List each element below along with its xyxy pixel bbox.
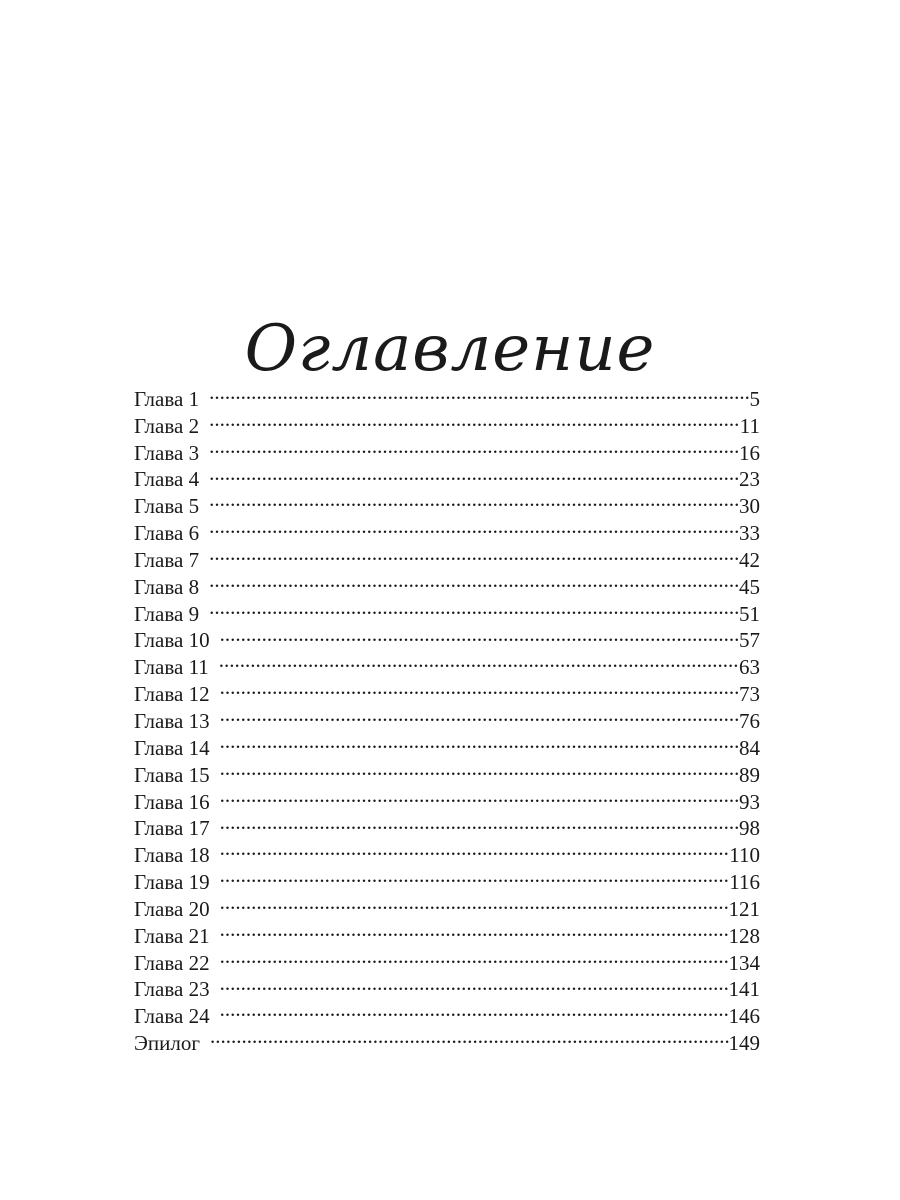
toc-entry-page: 33 <box>739 521 760 546</box>
toc-entry-page: 73 <box>739 682 760 707</box>
toc-entry[interactable] <box>134 916 760 948</box>
toc-entry-label: Глава 2 <box>134 413 200 438</box>
dot-leader <box>209 460 739 487</box>
dot-leader <box>220 621 739 648</box>
dot-leader <box>220 782 739 809</box>
toc-entry[interactable] <box>134 996 760 1029</box>
toc-entry-page: 5 <box>749 386 760 411</box>
toc-entry[interactable] <box>134 782 760 814</box>
toc-entry-page: 146 <box>728 1004 760 1029</box>
toc-entry-label: Глава 15 <box>134 762 210 787</box>
toc-entry[interactable] <box>134 728 760 760</box>
toc-entry-label: Глава 13 <box>134 708 210 733</box>
table-of-contents <box>134 379 760 1056</box>
toc-entry-label: Глава 22 <box>134 950 210 975</box>
toc-entry-label: Глава 10 <box>134 628 210 653</box>
toc-entry-page: 76 <box>739 708 760 733</box>
toc-entry-page: 11 <box>739 413 760 438</box>
dot-leader <box>220 943 729 970</box>
toc-entry-page: 84 <box>739 735 760 760</box>
dot-leader <box>220 889 729 916</box>
toc-entry-label: Глава 11 <box>134 655 209 680</box>
dot-leader <box>209 406 740 433</box>
toc-entry-label: Глава 21 <box>134 923 210 948</box>
toc-entry[interactable] <box>134 406 760 438</box>
toc-entry-page: 98 <box>739 816 760 841</box>
toc-entry[interactable] <box>134 486 760 519</box>
toc-entry-label: Глава 3 <box>134 440 200 465</box>
toc-entry-label: Глава 9 <box>134 601 200 626</box>
dot-leader <box>209 540 739 567</box>
toc-entry[interactable] <box>134 433 760 465</box>
toc-entry-label: Глава 4 <box>134 467 200 492</box>
dot-leader <box>220 728 739 755</box>
toc-entry-label: Глава 23 <box>134 977 210 1002</box>
dot-leader <box>220 701 739 728</box>
toc-entry[interactable] <box>134 862 760 895</box>
toc-entry[interactable] <box>134 674 760 707</box>
toc-entry-label: Глава 16 <box>134 789 210 814</box>
toc-entry-label: Глава 12 <box>134 682 210 707</box>
toc-entry[interactable] <box>134 540 760 572</box>
toc-entry[interactable] <box>134 1023 760 1056</box>
toc-entry-page: 51 <box>739 601 760 626</box>
dot-leader <box>210 1023 729 1050</box>
toc-entry-page: 116 <box>729 870 760 895</box>
toc-entry-page: 16 <box>739 440 760 465</box>
dot-leader <box>209 433 739 460</box>
toc-entry-page: 57 <box>739 628 760 653</box>
toc-entry[interactable] <box>134 970 760 1002</box>
toc-entry[interactable] <box>134 460 760 492</box>
toc-entry-page: 42 <box>739 547 760 572</box>
dot-leader <box>209 486 739 513</box>
toc-entry-label: Глава 20 <box>134 896 210 921</box>
dot-leader <box>209 567 739 594</box>
toc-entry[interactable] <box>134 809 760 841</box>
toc-entry-page: 134 <box>728 950 760 975</box>
toc-entry-label: Глава 14 <box>134 735 210 760</box>
toc-entry[interactable] <box>134 379 760 411</box>
toc-entry[interactable] <box>134 513 760 546</box>
dot-leader <box>220 755 739 782</box>
toc-entry-label: Глава 18 <box>134 843 210 868</box>
toc-entry-label: Глава 7 <box>134 547 200 572</box>
toc-entry-page: 30 <box>739 494 760 519</box>
page-title: Оглавление <box>244 311 656 386</box>
toc-entry[interactable] <box>134 647 760 680</box>
toc-entry-label: Глава 6 <box>134 521 200 546</box>
toc-entry[interactable] <box>134 755 760 787</box>
dot-leader <box>220 809 739 836</box>
toc-entry-label: Глава 24 <box>134 1004 210 1029</box>
toc-entry-label: Глава 17 <box>134 816 210 841</box>
toc-entry-page: 93 <box>739 789 760 814</box>
dot-leader <box>209 379 749 406</box>
toc-entry[interactable] <box>134 943 760 975</box>
toc-entry[interactable] <box>134 594 760 626</box>
toc-entry-label: Глава 1 <box>134 386 200 411</box>
dot-leader <box>220 916 729 943</box>
toc-entry-label: Глава 5 <box>134 494 200 519</box>
dot-leader <box>209 594 739 621</box>
toc-entry[interactable] <box>134 701 760 733</box>
toc-entry-page: 141 <box>728 977 760 1002</box>
toc-entry-page: 121 <box>728 896 760 921</box>
toc-entry-page: 89 <box>739 762 760 787</box>
dot-leader <box>220 674 739 701</box>
toc-entry[interactable] <box>134 889 760 921</box>
toc-entry-label: Эпилог <box>134 1031 200 1056</box>
dot-leader <box>220 835 730 862</box>
toc-entry[interactable] <box>134 621 760 653</box>
toc-entry[interactable] <box>134 567 760 599</box>
dot-leader <box>209 513 739 540</box>
toc-entry-page: 63 <box>739 655 760 680</box>
dot-leader <box>220 996 729 1023</box>
dot-leader <box>220 970 729 997</box>
toc-entry-page: 128 <box>728 923 760 948</box>
toc-entry[interactable] <box>134 835 760 868</box>
toc-entry-label: Глава 19 <box>134 870 210 895</box>
toc-entry-label: Глава 8 <box>134 574 200 599</box>
toc-entry-page: 45 <box>739 574 760 599</box>
dot-leader <box>220 862 730 889</box>
dot-leader <box>219 647 739 674</box>
toc-entry-page: 110 <box>729 843 760 868</box>
toc-entry-page: 23 <box>739 467 760 492</box>
toc-entry-page: 149 <box>728 1031 760 1056</box>
